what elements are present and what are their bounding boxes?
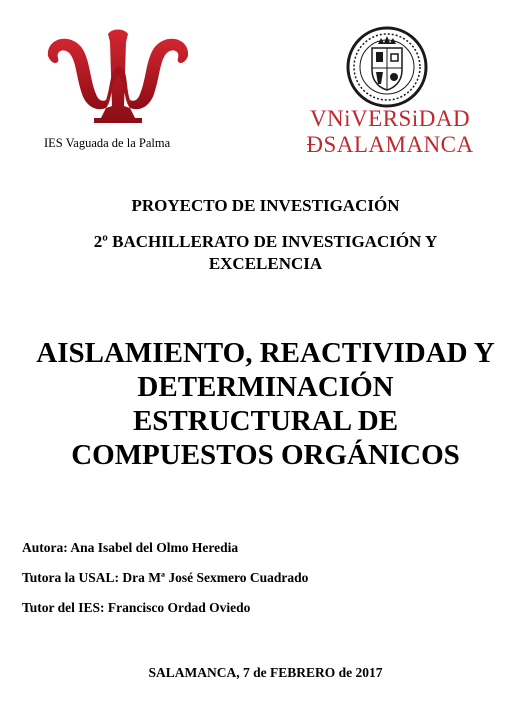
university-seal-icon (346, 26, 428, 108)
ies-emblem-icon (40, 28, 196, 132)
author-line: Autora: Ana Isabel del Olmo Heredia (22, 540, 239, 555)
place-date: SALAMANCA, 7 de FEBRERO de 2017 (148, 665, 383, 680)
title-line-2: DETERMINACIÓN (137, 371, 394, 403)
program-line-2: EXCELENCIA (208, 254, 323, 273)
ies-caption: IES Vaguada de la Palma (44, 136, 171, 150)
usal-logo (300, 26, 480, 158)
ies-logo (38, 28, 198, 156)
title-line-1: AISLAMIENTO, REACTIVIDAD Y (36, 337, 495, 369)
usal-wordmark-line2: ÐSALAMANCA (306, 132, 474, 157)
title-line-3: ESTRUCTURAL DE (132, 405, 399, 437)
ies-tutor-line: Tutor del IES: Francisco Ordad Oviedo (22, 600, 251, 615)
document-title (0, 336, 531, 472)
title-line-4: COMPUESTOS ORGÁNICOS (71, 439, 460, 471)
usal-tutor-line: Tutora la USAL: Dra Mª José Sexmero Cuadrado (22, 570, 309, 585)
project-label: PROYECTO DE INVESTIGACIÓN (131, 196, 400, 215)
usal-wordmark-line1: VNiVERSiDAD (309, 106, 471, 131)
program-line-1: 2º BACHILLERATO DE INVESTIGACIÓN Y (93, 232, 438, 251)
